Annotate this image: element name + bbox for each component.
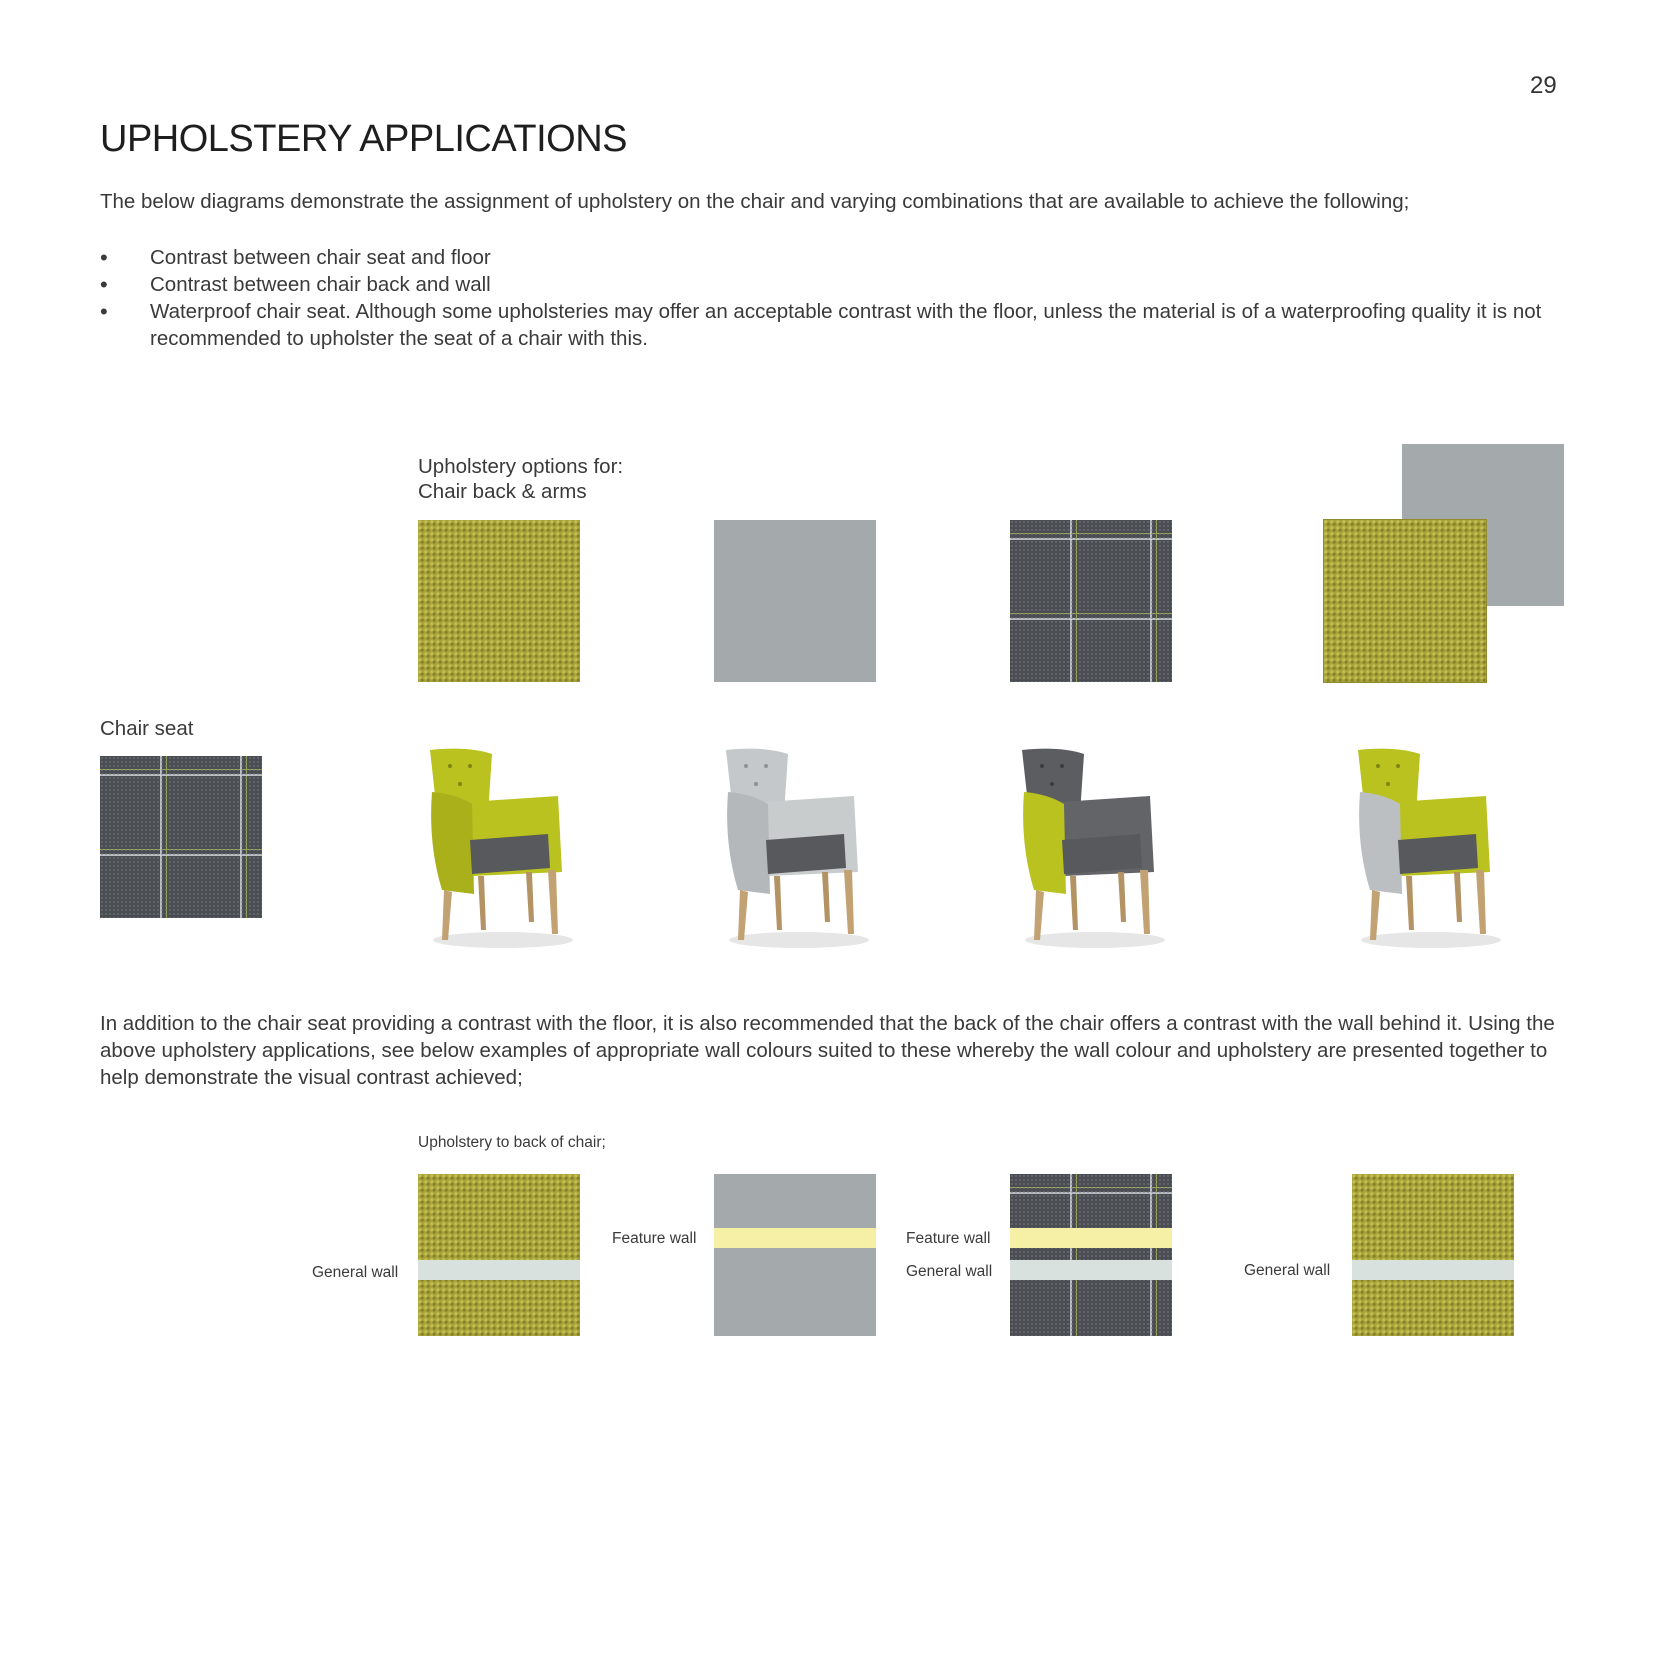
options-label-line1: Upholstery options for: [418,455,624,478]
swatch-yellow-weave [418,520,580,682]
wall-combo-yellow-2 [1352,1174,1514,1336]
options-label-line2: Chair back & arms [418,480,587,503]
intro-paragraph: The below diagrams demonstrate the assignment of upholstery on the chair and varying combinations that are available to achieve the following; [100,190,1410,213]
page-number: 29 [1530,72,1557,99]
swatch-chair-seat-plaid [100,756,262,918]
wall-combo-grey [714,1174,876,1336]
general-wall-label: General wall [906,1263,993,1280]
feature-wall-label: Feature wall [906,1230,991,1247]
swatch-grey-plain [714,520,876,682]
feature-wall-label: Feature wall [612,1230,697,1247]
feature-wall-stripe [714,1228,876,1248]
wall-contrast-paragraph: In addition to the chair seat providing a contrast with the floor, it is also recommended that the back of the chair offers a contrast with the wall behind it. Using the above upholstery applications, see below examples of appropriate wall colours suited to these whereby the wall colour and upholstery are presented together to help demonstrate the visual contrast achieved; [100,1012,1555,1089]
chair-seat-label: Chair seat [100,717,194,740]
wall-combo-plaid [1010,1174,1172,1336]
back-upholstery-label: Upholstery to back of chair; [418,1134,606,1151]
bullet-item: • Contrast between chair seat and floor [100,244,1560,271]
general-wall-stripe [1352,1260,1514,1280]
page-title: UPHOLSTERY APPLICATIONS [100,118,628,160]
chair-lime-grey [1336,744,1516,954]
general-wall-label: General wall [312,1264,399,1281]
chair-light-grey [704,744,884,954]
wall-combo-yellow [418,1174,580,1336]
general-wall-label: General wall [1244,1262,1331,1279]
options-label [418,454,623,504]
bullet-item: • Waterproof chair seat. Although some upholsteries may offer an acceptable contrast with the floor, unless the material is of a waterproofing quality it is not recommended to upholster the seat of a chair with this. [100,298,1560,352]
feature-wall-stripe [1010,1228,1172,1248]
chair-dark-grey [1000,744,1180,954]
general-wall-stripe [418,1260,580,1280]
swatch-grey-plaid [1010,520,1172,682]
bullet-item: • Contrast between chair back and wall [100,271,1560,298]
bullet-list [100,244,1560,352]
general-wall-stripe [1010,1260,1172,1280]
chair-lime [408,744,588,954]
swatch-yellow-weave-front [1324,520,1486,682]
